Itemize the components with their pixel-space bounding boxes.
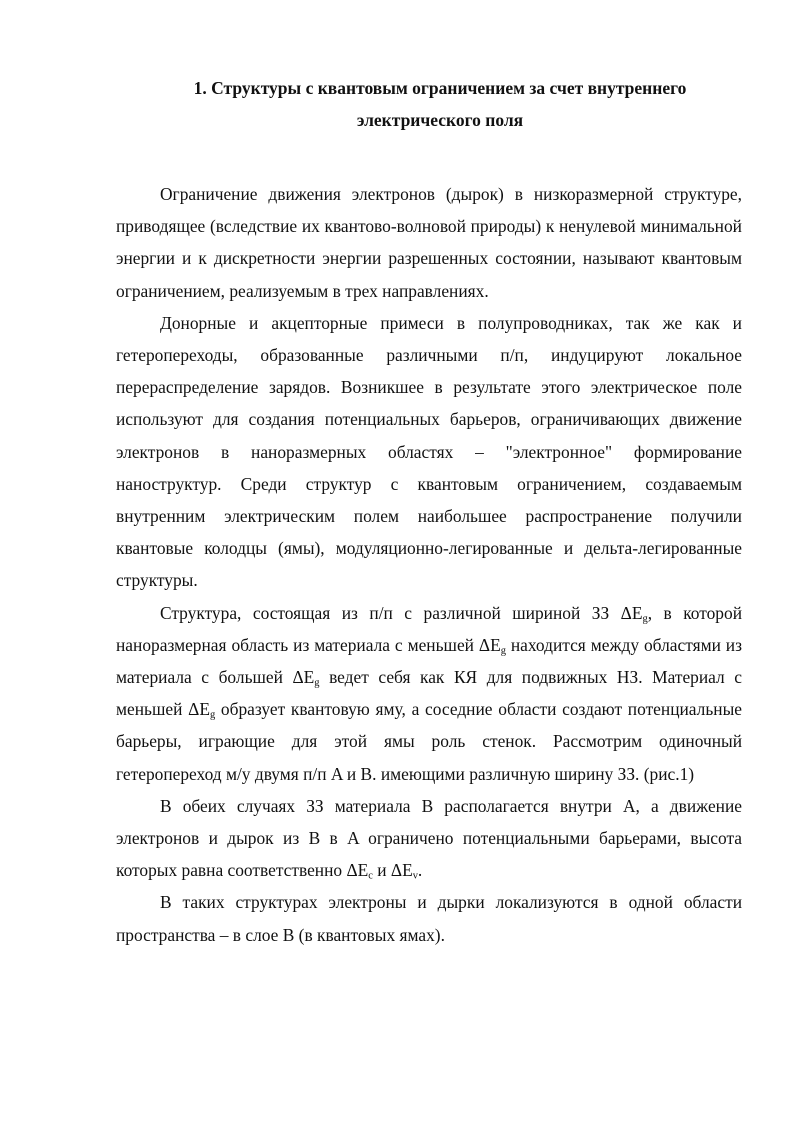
text-run: . — [417, 860, 423, 881]
body-text — [116, 178, 742, 951]
text-run: В обеих случаях ЗЗ материала B располагается внутри A, а движение электронов и дырок из B в A ограничено потенциальными барьерами, высота которых равна соответственно ΔE — [116, 795, 742, 881]
paragraph-quantum-confinement: Ограничение движения электронов (дырок) в низкоразмерной структуре, приводящее (вследствие их квантово-волновой природы) к ненулевой минимальной энергии и к дискретности энергии разрешенных состоянии, называют квантовым ограничением, реализуемым в трех направлениях. — [116, 184, 742, 301]
paragraph-heterostructure — [116, 597, 742, 790]
subscript-g: g — [209, 709, 216, 721]
text-run: ведет себя как КЯ для подвижных НЗ. Материал с меньшей ΔE — [116, 667, 742, 720]
paragraph-localization: В таких структурах электроны и дырки локализуются в одной области пространства – в слое B (в квантовых ямах). — [116, 892, 742, 945]
paragraph-dopants: Донорные и акцепторные примеси в полупроводниках, так же как и гетеропереходы, образованные различными п/п, индуцируют локальное перераспределение зарядов. Возникшее в результате этого электрическое поле используют для создания потенциальных барьеров, ограничивающих движение электронов в наноразмерных областях – "электронное" формирование наноструктур. Среди структур с квантовым ограничением, создаваемым внутренним электрическим полем наибольшее распространение получили квантовые колодцы (ямы), модуляционно-легированные и дельта-легированные структуры. — [116, 312, 742, 591]
text-run: Структура, состоящая из п/п с различной шириной ЗЗ ΔE — [160, 602, 643, 623]
subscript-g: g — [642, 613, 648, 625]
text-run: и ΔE — [372, 860, 413, 881]
text-run: образует квантовую яму, а соседние области создают потенциальные барьеры, играющие для этой ямы роль стенок. Рассмотрим одиночный гетеропереход м/у двумя п/п A и B. имеющими различную ширину ЗЗ. (рис.1) — [116, 699, 742, 784]
section-title — [116, 72, 742, 136]
text-run: находится между областями из материала с большей ΔE — [116, 634, 742, 688]
subscript-g: g — [314, 677, 320, 689]
subscript-c: c — [368, 870, 373, 882]
paragraph-barriers — [116, 790, 742, 887]
section-title-line-2: электрического поля — [356, 110, 524, 130]
subscript-v: v — [412, 870, 418, 882]
section-title-line-1: 1. Структуры с квантовым ограничением за счет внутреннего — [193, 78, 687, 98]
text-run: , в которой наноразмерная область из материала с меньшей ΔE — [116, 602, 742, 655]
subscript-g: g — [500, 645, 506, 657]
